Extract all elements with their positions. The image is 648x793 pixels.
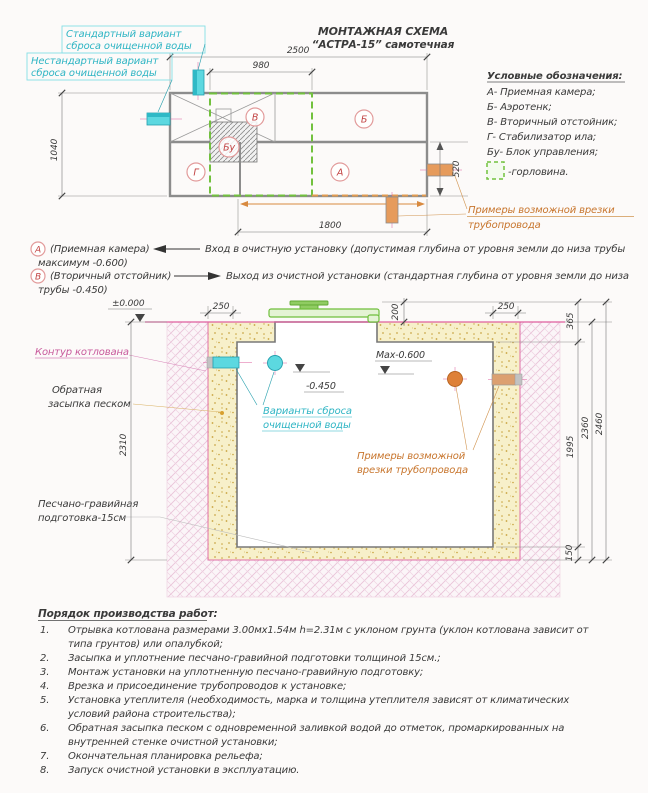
discharge-standard-line2: сброса очищенной воды xyxy=(66,41,192,52)
neck-cover xyxy=(269,301,379,322)
plan-dim-2500: 2500 xyxy=(286,46,310,56)
plan-view xyxy=(27,26,634,236)
pit-contour-text: Контур котлована xyxy=(35,347,129,358)
worklist-num: 8. xyxy=(40,765,50,776)
outlet-pipe-circle xyxy=(268,356,283,371)
discharge-options-line1: Варианты сброса xyxy=(263,406,352,417)
legend-item: А- Приемная камера; xyxy=(487,87,596,98)
backfill-line1: Обратная xyxy=(52,385,102,396)
legend xyxy=(486,70,625,179)
compartment-bu: Бу xyxy=(223,142,235,154)
legend-item: В- Вторичный отстойник; xyxy=(487,117,618,128)
dim-150: 150 xyxy=(565,544,575,562)
title-line2: “АСТРА-15” самотечная xyxy=(311,39,455,51)
legend-item: Г- Стабилизатор ила; xyxy=(487,132,597,143)
discharge-nonstandard-line1: Нестандартный вариант xyxy=(31,56,159,67)
worklist-line: Засыпка и уплотнение песчано-гравийной подготовки толщиной 15см.; xyxy=(68,653,441,664)
worklist-num: 7. xyxy=(40,751,50,762)
plan-outlet-pipe-top-shade xyxy=(193,70,197,95)
discharge-standard-line1: Стандартный вариант xyxy=(66,29,182,40)
section-view xyxy=(35,298,612,597)
worklist-line: Запуск очистной установки в эксплуатацию. xyxy=(68,765,300,776)
work-list xyxy=(38,608,590,776)
plan-inlet-pipe-bottom xyxy=(386,197,398,223)
leader-inlet-right xyxy=(455,176,467,209)
plan-dim-1800: 1800 xyxy=(318,221,342,231)
legend-neck-icon xyxy=(487,162,504,179)
dim-2460: 2460 xyxy=(595,412,605,436)
legend-item: Б- Аэротенк; xyxy=(487,102,552,113)
compartment-v: В xyxy=(251,112,259,124)
plan-dim-1040: 1040 xyxy=(50,138,60,162)
base-line2: подготовка-15см xyxy=(38,513,127,524)
note-a-text: Вход в очистную установку (допустимая глубина от уровня земли до низа трубы xyxy=(205,244,626,255)
plan-discharge-labels xyxy=(27,26,205,112)
inflow-arrow-icon xyxy=(153,245,166,253)
note-marker-a: А xyxy=(34,245,42,256)
cover-vent-cap xyxy=(290,301,328,305)
inlet-pipe-cap xyxy=(515,374,522,385)
worklist-line: Окончательная планировка рельефа; xyxy=(68,751,263,762)
plan-outlet-pipe-left-shade xyxy=(147,113,170,117)
pipe-examples-line2: трубопровода xyxy=(468,220,541,231)
note-a-name: (Приемная камера) xyxy=(50,244,150,255)
worklist-num: 1. xyxy=(40,625,50,636)
legend-title: Условные обозначения: xyxy=(487,71,623,82)
compartment-b: Б xyxy=(360,114,368,126)
note-b-text2: трубы -0.450) xyxy=(38,285,108,296)
pipe-examples-line1: Примеры возможной врезки xyxy=(468,205,615,216)
discharge-nonstandard-line2: сброса очищенной воды xyxy=(31,68,157,79)
leader-dot xyxy=(220,411,224,415)
note-marker-b: В xyxy=(34,272,42,283)
plan-dim-980: 980 xyxy=(252,61,270,71)
worklist-num: 2. xyxy=(40,653,50,664)
max-600-text: Max-0.600 xyxy=(376,350,425,361)
dim-arrow-down xyxy=(437,188,444,196)
section-pipe-examples-line2: врезки трубопровода xyxy=(357,465,469,476)
worklist-num: 6. xyxy=(40,723,50,734)
worklist-num: 5. xyxy=(40,695,50,706)
cover-plate xyxy=(269,309,379,317)
plan-dim-520: 520 xyxy=(452,160,462,178)
worklist-line: Отрывка котлована размерами 3.00мх1.54м h=2.31м с уклоном грунта (уклон котлована зависит от xyxy=(68,625,589,636)
dim-left-250: 250 xyxy=(212,302,230,312)
drawing-title xyxy=(312,25,455,51)
compartment-g: Г xyxy=(193,167,199,179)
note-a-text2: максимум -0.600) xyxy=(38,258,128,269)
dim-arrow-up xyxy=(437,142,444,150)
inlet-pipe-circle xyxy=(448,372,463,387)
title-line1: МОНТАЖНАЯ СХЕМА xyxy=(317,25,449,38)
plan-tank-outline xyxy=(170,93,427,196)
dim-1995: 1995 xyxy=(566,435,576,459)
section-inlet-pipe xyxy=(492,374,516,385)
note-b-text: Выход из очистной установки (стандартная глубина от уровня земли до низа xyxy=(226,271,629,282)
plan-pipe-examples-label xyxy=(398,176,634,231)
worklist-title: Порядок производства работ: xyxy=(38,608,218,620)
worklist-line: Монтаж установки на уплотненную песчано-гравийную подготовку; xyxy=(68,667,424,678)
zero-level-mark xyxy=(108,299,152,322)
base-line1: Песчано-гравийная xyxy=(38,499,139,510)
worklist-line: Обратная засыпка песком с одновременной заливкой водой до отметок, промаркированных на xyxy=(68,723,565,734)
worklist-num: 3. xyxy=(40,667,50,678)
worklist-line: типа грунтов) или опалубкой; xyxy=(68,639,223,650)
level-flag-icon xyxy=(135,314,145,322)
legend-neck-item: -горловина. xyxy=(508,167,569,178)
compartment-a: А xyxy=(336,167,344,179)
outflow-arrow-icon xyxy=(208,272,221,280)
dim-2310: 2310 xyxy=(119,433,129,457)
orange-arrowhead-left xyxy=(240,201,248,207)
worklist-line: Врезка и присоединение трубопроводов к установке; xyxy=(68,681,347,692)
leader-inlet-bottom xyxy=(398,214,466,216)
worklist-line: внутренней стенке очистной установки; xyxy=(68,737,278,748)
backfill-line2: засыпка песком xyxy=(48,399,131,410)
outlet-pipe-cap xyxy=(207,357,213,368)
dim-2360: 2360 xyxy=(581,416,591,440)
orange-arrowhead-right xyxy=(417,201,425,207)
zero-level-text: ±0.000 xyxy=(112,299,145,309)
section-outlet-pipe xyxy=(213,357,239,368)
section-pipe-examples-line1: Примеры возможной xyxy=(357,451,466,462)
discharge-options-line2: очищенной воды xyxy=(263,420,351,431)
cover-plate-hook xyxy=(368,315,379,322)
dim-365: 365 xyxy=(566,312,576,330)
worklist-line: Установка утеплителя (необходимость, марка и толщина утеплителя зависят от климатических xyxy=(68,695,570,706)
dim-200: 200 xyxy=(391,303,401,321)
note-b-name: (Вторичный отстойник) xyxy=(50,271,172,282)
level-450-text: -0.450 xyxy=(306,381,336,392)
notes xyxy=(31,242,629,296)
dim-right-250: 250 xyxy=(497,302,515,312)
worklist-num: 4. xyxy=(40,681,50,692)
worklist-line: условий района строительства); xyxy=(68,709,236,720)
legend-item: Бу- Блок управления; xyxy=(487,147,598,158)
